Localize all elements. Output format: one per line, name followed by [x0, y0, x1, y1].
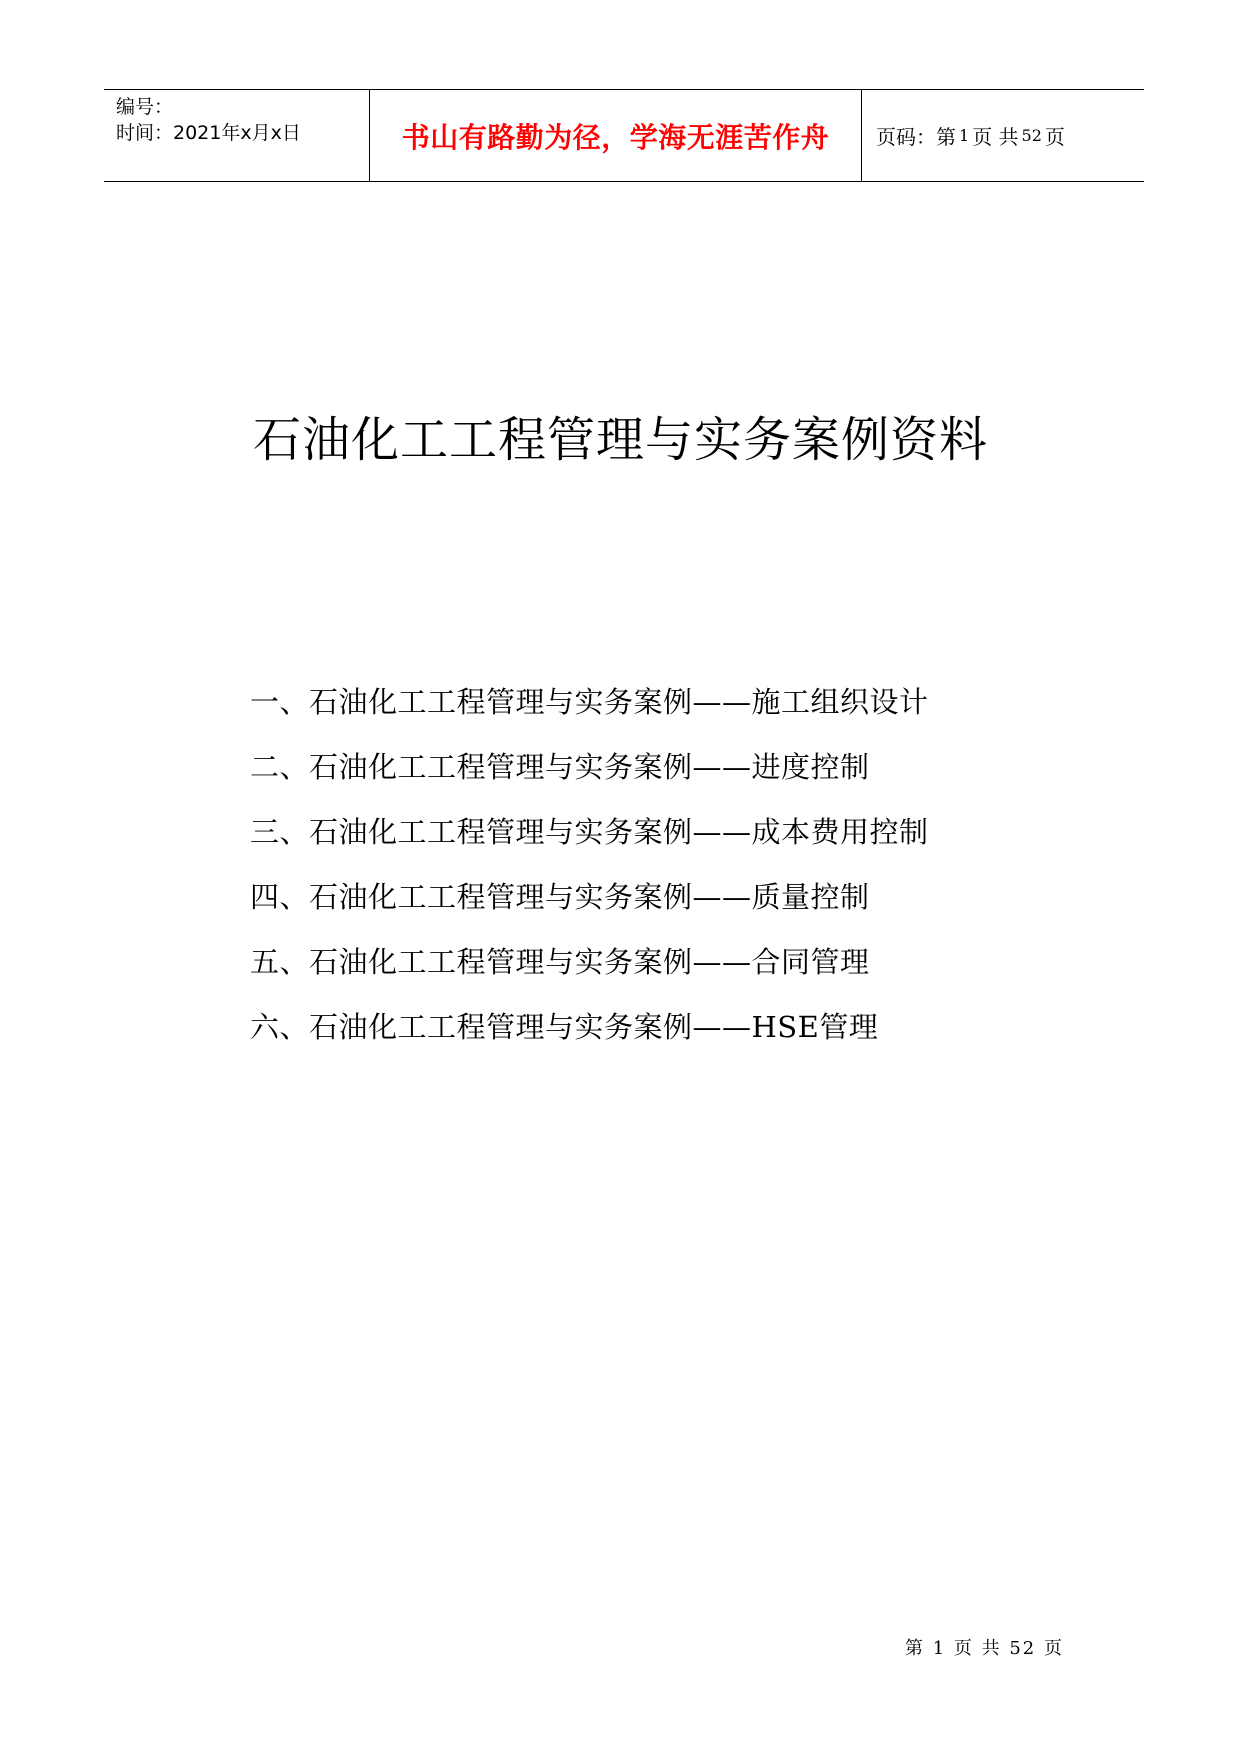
toc-item: 六、石油化工工程管理与实务案例——HSE管理 — [250, 1010, 879, 1044]
toc-item: 一、石油化工工程管理与实务案例——施工组织设计 — [250, 685, 929, 719]
header-meta-cell — [104, 90, 369, 181]
motto-text: 书山有路勤为径，学海无涯苦作舟 — [401, 120, 830, 154]
serial-number-label: 编号： — [116, 96, 174, 118]
toc-item: 三、石油化工工程管理与实务案例——成本费用控制 — [250, 815, 929, 849]
document-title: 石油化工工程管理与实务案例资料 — [252, 412, 988, 468]
page-total: 52 — [1021, 126, 1042, 145]
document-header — [104, 89, 1144, 182]
toc-item: 五、石油化工工程管理与实务案例——合同管理 — [250, 945, 870, 979]
header-page-cell — [862, 90, 1144, 181]
toc-item: 二、石油化工工程管理与实务案例——进度控制 — [250, 750, 870, 784]
page-current: 1 — [959, 126, 970, 145]
toc-item: 四、石油化工工程管理与实务案例——质量控制 — [250, 880, 870, 914]
date-label: 时间：2021年x月x日 — [116, 122, 301, 144]
page-prefix: 页码：第 — [876, 125, 956, 149]
page-footer: 第 1 页 共 52 页 — [905, 1638, 1064, 1659]
header-motto-cell — [369, 90, 862, 181]
page-suffix: 页 — [1044, 125, 1065, 149]
page-mid: 页 共 — [972, 125, 1019, 149]
table-of-contents — [250, 678, 929, 1068]
